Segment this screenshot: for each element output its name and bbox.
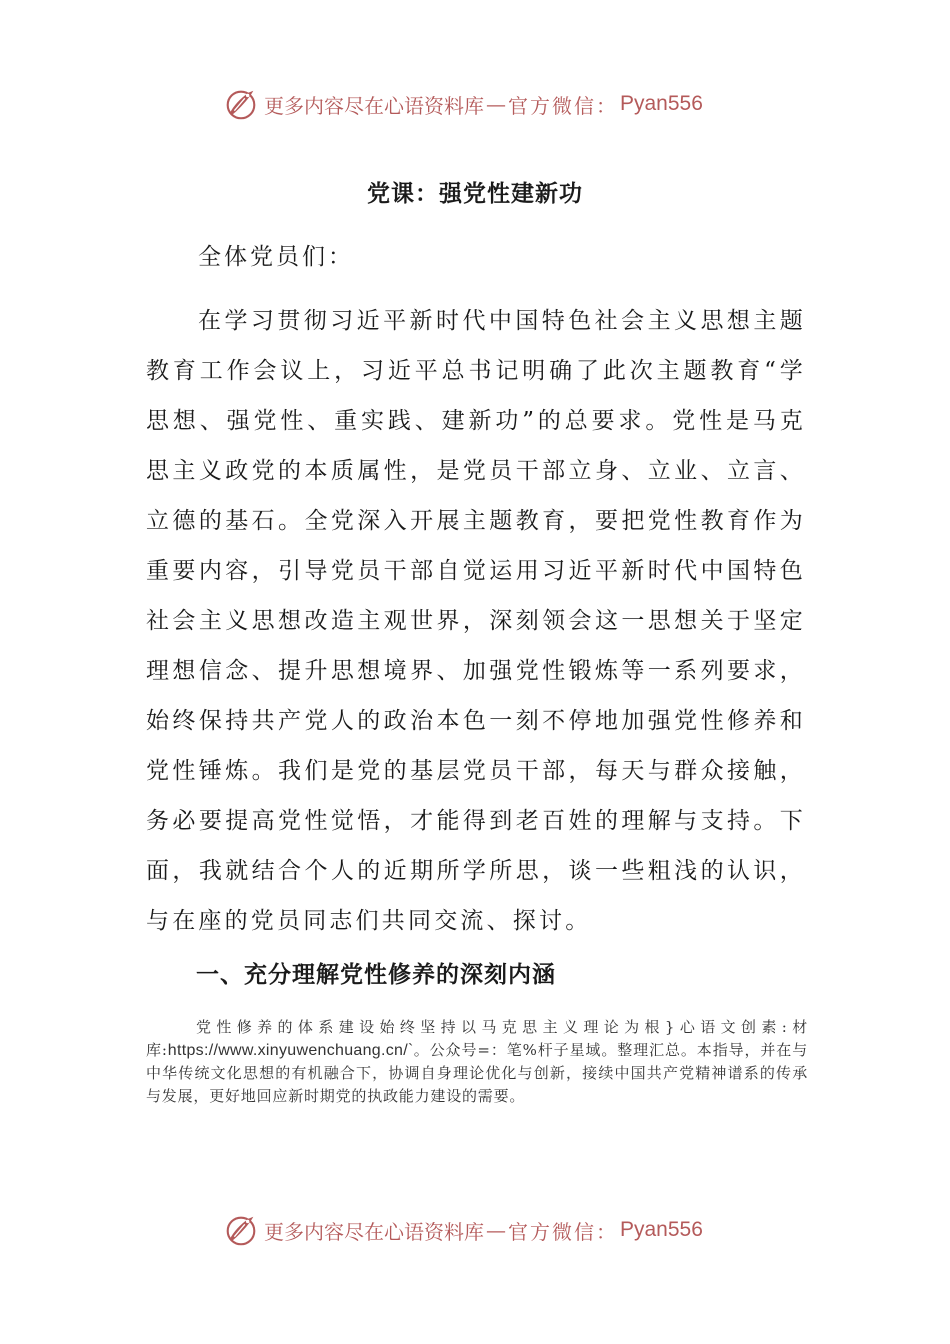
section-heading: 一、充分理解党性修养的深刻内涵 bbox=[196, 961, 556, 988]
banner-dash: — bbox=[486, 92, 506, 116]
header-banner bbox=[222, 84, 703, 124]
banner-brand-text: 更多内容尽在心语资料库 bbox=[264, 93, 484, 118]
section-url: https://www.xinyuwenchuang.cn/` bbox=[167, 1042, 414, 1059]
section-text-b: 。公众号=：笔%杆子星域。整理汇总。本指导，并在与中华传统文化思想的有机融合下，协调自身理论优化与创新，接续中国共产党精神谱系的传承与发展，更好地回应新时期党的执政能力建设的需要。 bbox=[146, 1041, 809, 1105]
banner-wechat-id: Pyan556 bbox=[620, 92, 703, 115]
banner-official-label: 官方微信： bbox=[508, 1219, 618, 1244]
pen-nib-logo-icon bbox=[222, 1211, 260, 1249]
section-paragraph bbox=[146, 1016, 808, 1108]
footer-banner bbox=[222, 1210, 703, 1250]
greeting-line: 全体党员们： bbox=[198, 244, 354, 270]
body-paragraph: 在学习贯彻习近平新时代中国特色社会主义思想主题教育工作会议上，习近平总书记明确了此次主题教育“学思想、强党性、重实践、建新功”的总要求。党性是马克思主义政党的本质属性，是党员干部立身、立业、立言、立德的基石。全党深入开展主题教育，要把党性教育作为重要内容，引导党员干部自觉运用习近平新时代中国特色社会主义思想改造主观世界，深刻领会这一思想关于坚定理想信念、提升思想境界、加强党性锻炼等一系列要求，始终保持共产党人的政治本色一刻不停地加强党性修养和党性锤炼。我们是党的基层党员干部，每天与群众接触，务必要提高党性觉悟，才能得到老百姓的理解与支持。下面，我就结合个人的近期所学所思，谈一些粗浅的认识，与在座的党员同志们共同交流、探讨。 bbox=[146, 308, 806, 934]
banner-dash: — bbox=[486, 1218, 506, 1242]
banner-wechat-id: Pyan556 bbox=[620, 1218, 703, 1241]
section-text-a: 党性修养的体系建设始终坚持以马克思主义理论为根}心语文创素:材库: bbox=[146, 1018, 808, 1059]
banner-official-label: 官方微信： bbox=[508, 93, 618, 118]
pen-nib-logo-icon bbox=[222, 85, 260, 123]
banner-brand-text: 更多内容尽在心语资料库 bbox=[264, 1219, 484, 1244]
document-title: 党课：强党性建新功 bbox=[367, 180, 583, 207]
